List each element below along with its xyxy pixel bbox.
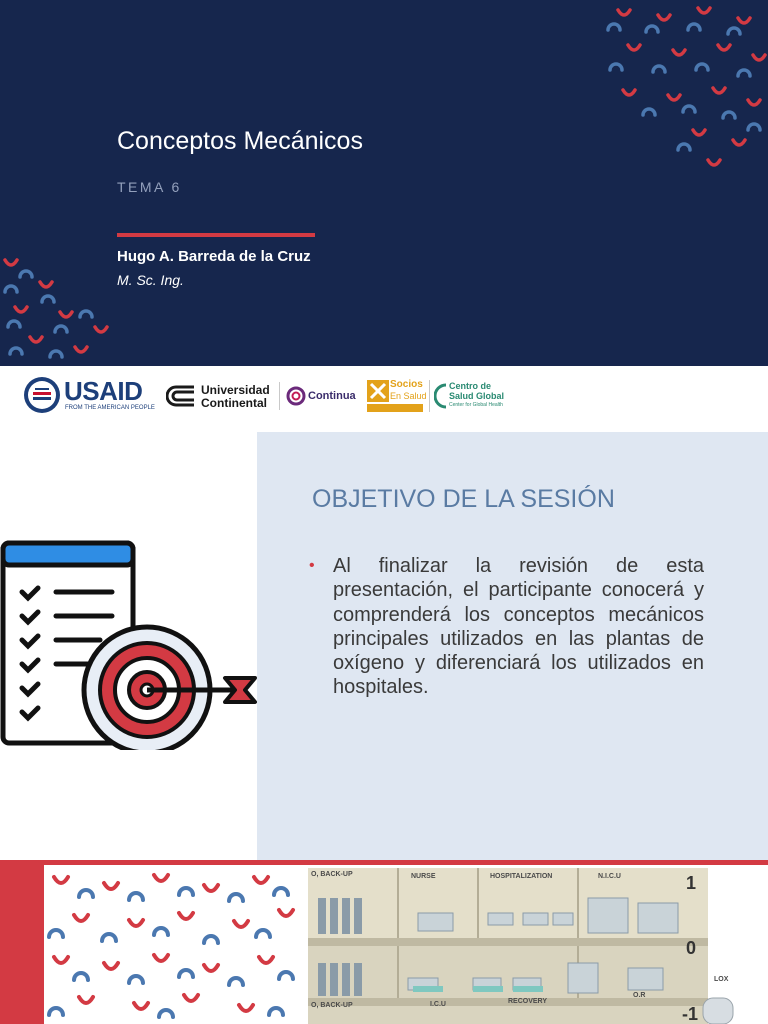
- socios-en-salud-icon: [367, 380, 389, 402]
- centro-de-label: Centro de: [449, 381, 492, 391]
- continua-label: Continua: [308, 390, 356, 402]
- csg-tagline: Center for Global Health: [449, 402, 503, 408]
- floor-1-label: 1: [686, 873, 697, 893]
- lox-label: LOX: [714, 976, 729, 983]
- continua-icon: [286, 386, 306, 406]
- or-label: O.R: [633, 992, 646, 999]
- o2-backup-bottom-label: O, BACK-UP: [311, 1002, 353, 1009]
- floor-0-label: 0: [686, 938, 697, 958]
- presentation-title: Conceptos Mecánicos: [117, 127, 363, 155]
- continental-label: Continental: [201, 396, 267, 410]
- left-accent-block: [0, 860, 44, 1024]
- title-slide: [0, 0, 768, 366]
- universidad-continental-icon: [166, 385, 196, 407]
- hospital-diagram-slide: [0, 860, 768, 1024]
- universidad-label: Universidad: [201, 383, 270, 397]
- checklist-target-illustration: [0, 540, 260, 755]
- objective-text: Al finalizar la revisión de esta presentación, el participante conocerá y comprenderá los conceptos mecánicos principales utilizados en las plantas de oxígeno y diferenciará los utilizados en hospitales.: [333, 555, 704, 699]
- socios-bar: [367, 404, 423, 412]
- usaid-seal-icon: [23, 376, 61, 414]
- hospital-cross-section: [308, 868, 768, 1024]
- bullet-dot-icon: •: [309, 557, 315, 574]
- logo-divider-2: [429, 380, 430, 412]
- nicu-label: N.I.C.U: [598, 873, 621, 880]
- author-name: Hugo A. Barreda de la Cruz: [117, 248, 311, 265]
- icu-label: I.C.U: [430, 1001, 446, 1008]
- ribbon-pattern-bottom-left: [0, 242, 120, 366]
- objective-bullet: [309, 554, 704, 700]
- author-degree: M. Sc. Ing.: [117, 272, 184, 288]
- partner-logos-strip: [0, 366, 768, 426]
- hospitalization-label: HOSPITALIZATION: [490, 873, 553, 880]
- salud-global-label: Salud Global: [449, 391, 505, 401]
- socios-label: Socios: [390, 379, 423, 390]
- logo-divider: [279, 382, 280, 410]
- centro-salud-global-icon: [434, 383, 448, 409]
- checklist-target-icon: [0, 540, 260, 750]
- ribbon-pattern-top-right: [598, 0, 768, 175]
- usaid-logo-text: USAID: [64, 376, 143, 406]
- topic-subtitle: TEMA 6: [117, 179, 182, 195]
- recovery-label: RECOVERY: [508, 998, 548, 1005]
- ribbon-pattern-left: [44, 865, 298, 1024]
- usaid-tagline: FROM THE AMERICAN PEOPLE: [65, 405, 155, 411]
- floor-minus1-label: -1: [682, 1004, 699, 1024]
- nurse-label: NURSE: [411, 873, 436, 880]
- objective-slide: [0, 432, 768, 860]
- objective-title: OBJETIVO DE LA SESIÓN: [312, 485, 615, 513]
- en-salud-label: En Salud: [390, 391, 427, 401]
- accent-divider: [117, 233, 315, 237]
- o2-backup-top-label: O, BACK-UP: [311, 871, 353, 878]
